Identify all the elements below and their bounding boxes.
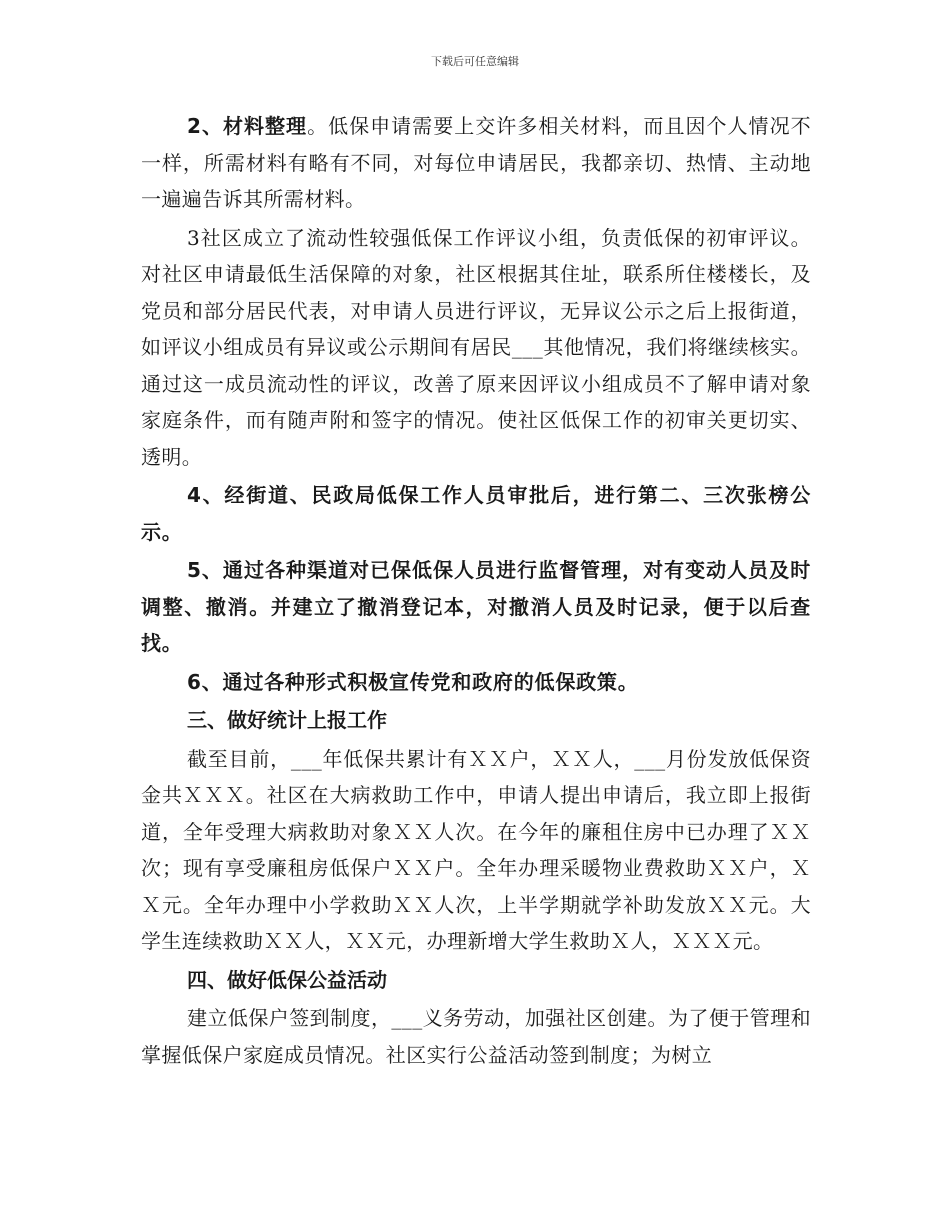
page-header-note: 下载后可任意编辑 — [431, 55, 519, 68]
document-body — [141, 108, 811, 1073]
paragraph-materials-lead: 2、材料整理 — [187, 114, 308, 138]
section-heading-public-welfare: 四、做好低保公益活动 — [187, 967, 387, 992]
paragraph-public-welfare: 建立低保户签到制度，___义务劳动，加强社区创建。为了便于管理和掌握低保户家庭成员情况。社区实行公益活动签到制度；为树立 — [141, 1006, 811, 1067]
paragraph-statistics: 截至目前，___年低保共累计有ＸＸ户，ＸＸ人，___月份发放低保资金共ＸＸＸ。社区在大病救助工作中，申请人提出申请后，我立即上报街道，全年受理大病救助对象ＸＸ人次。在今年的廉租住房中已办理了ＸＸ次；现有享受廉租房低保户ＸＸ户。全年办理采暖物业费救助ＸＸ户，ＸＸ元。全年办理中小学救助ＸＸ人次，上半学期就学补助发放ＸＸ元。大学生连续救助ＸＸ人，ＸＸ元，办理新增大学生救助Ｘ人，ＸＸＸ元。 — [141, 746, 811, 953]
paragraph-review-group: 3社区成立了流动性较强低保工作评议小组，负责低保的初审评议。对社区申请最低生活保障的对象，社区根据其住址，联系所住楼楼长，及党员和部分居民代表，对申请人员进行评议，无异议公示之后上报街道，如评议小组成员有异议或公示期间有居民___其他情况，我们将继续核实。通过这一成员流动性的评议，改善了原来因评议小组成员不了解申请对象家庭条件，而有随声附和签字的情况。使社区低保工作的初审关更切实、透明。 — [141, 225, 811, 469]
paragraph-supervision: 5、通过各种渠道对已保低保人员进行监督管理，对有变动人员及时调整、撤消。并建立了撤消登记本，对撤消人员及时记录，便于以后查找。 — [141, 558, 811, 655]
paragraph-materials-text: 。低保申请需要上交许多相关材料，而且因个人情况不一样，所需材料有略有不同，对每位申请居民，我都亲切、热情、主动地一遍遍告诉其所需材料。 — [141, 114, 811, 211]
paragraph-approval: 4、经街道、民政局低保工作人员审批后，进行第二、三次张榜公示。 — [141, 483, 811, 544]
paragraph-materials — [141, 108, 811, 218]
section-heading-statistics: 三、做好统计上报工作 — [187, 708, 387, 732]
paragraph-publicity: 6、通过各种形式积极宣传党和政府的低保政策。 — [187, 669, 639, 694]
